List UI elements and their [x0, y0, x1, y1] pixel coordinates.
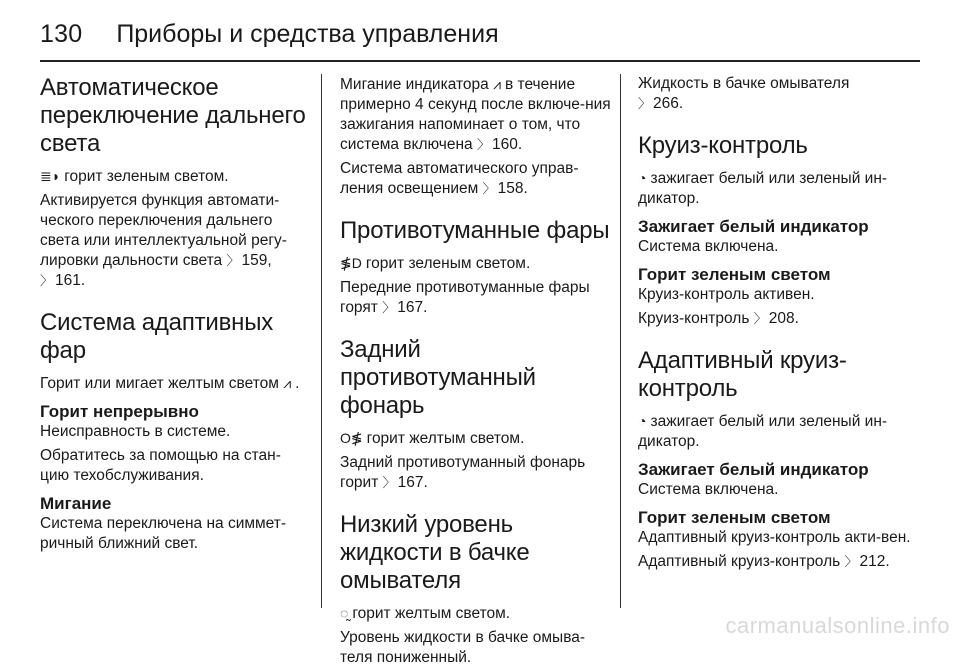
cruise-control-status	[638, 168, 920, 209]
subsection-title-flashing: Мигание	[40, 494, 112, 513]
flashing-text: Система переключена на симмет‐ричный ближний свет.	[40, 515, 287, 552]
flashing-indicator-description	[340, 74, 614, 155]
fog-lights-description	[340, 278, 614, 318]
steady-text-1: Неисправность в системе.	[40, 423, 231, 440]
section-title-rear-fog: Задний противотуманный фонарь	[340, 336, 536, 419]
status-text: зажигает белый или зеленый ин‐дикатор.	[638, 413, 888, 450]
chapter-title: Приборы и средства управления	[116, 19, 499, 48]
subsection-title-white: Зажигает белый индикатор	[638, 217, 869, 236]
white-indicator-text: Система включена.	[638, 238, 779, 255]
section-title-auto-high-beam: Автоматическое переключение дальнего света	[40, 74, 306, 157]
description-text: Адаптивный круиз-контроль	[638, 553, 841, 570]
rear-fog-status	[340, 428, 614, 449]
cruise-control-reference	[638, 309, 920, 329]
adaptive-lights-status: Горит или мигает желтым светом ⩘ .	[40, 375, 300, 392]
rear-fog-icon: O≸	[340, 430, 363, 446]
high-beam-auto-icon: ≣◗	[40, 168, 61, 184]
page-reference[interactable]: 158.	[497, 180, 528, 197]
page-reference[interactable]: 160.	[492, 136, 523, 153]
status-text: зажигает белый или зеленый ин‐дикатор.	[638, 170, 888, 207]
description-text: Активируется функция автомати‐ческого переключения дальнего света или интеллектуальной регу‐лировки дальности света	[40, 192, 287, 269]
white-indicator-acc-text: Система включена.	[638, 481, 779, 498]
watermark: carmanualsonline.info	[725, 613, 950, 638]
page-header	[40, 12, 920, 56]
fog-lights-status	[340, 253, 614, 274]
green-indicator-acc-text: Адаптивный круиз-контроль акти‐вен.	[638, 529, 911, 546]
adaptive-cruise-status	[638, 411, 920, 452]
page-reference[interactable]: 161.	[55, 272, 86, 289]
subsection-title-white-acc: Зажигает белый индикатор	[638, 460, 869, 479]
front-fog-icon: ≸D	[340, 255, 362, 271]
column-1	[40, 74, 308, 558]
section-title-adaptive-cruise: Адаптивный круиз-контроль	[638, 347, 847, 402]
washer-fluid-icon: ◌̰	[340, 605, 349, 621]
status-text: Горит или мигает желтым светом	[40, 375, 279, 392]
green-indicator-text: Круиз-контроль активен.	[638, 286, 815, 303]
page-reference-arrow-icon: 〉	[638, 96, 652, 111]
section-title-fog-lights: Противотуманные фары	[340, 217, 610, 244]
page-reference[interactable]: 208.	[768, 310, 799, 327]
auto-high-beam-description	[40, 191, 308, 291]
steady-text-2: Обратитесь за помощью на стан‐цию техобслуживания.	[40, 447, 281, 484]
column-divider-1	[321, 74, 322, 608]
washer-fluid-reference	[638, 74, 920, 114]
page-reference-arrow-icon: 〉	[382, 475, 396, 490]
cruise-control-icon: ◔	[638, 170, 647, 186]
section-title-washer-fluid: Низкий уровень жидкости в бачке омывателя	[340, 511, 530, 594]
description-text: Задний противотуманный фонарь горит	[340, 454, 586, 491]
section-title-cruise-control: Круиз-контроль	[638, 132, 808, 159]
status-text: горит желтым светом.	[366, 430, 525, 447]
page-reference[interactable]: 266.	[653, 95, 684, 112]
description-text: Передние противотуманные фары горят	[340, 279, 590, 316]
status-text: горит желтым светом.	[352, 605, 511, 622]
cruise-control-icon: ◔	[638, 413, 647, 429]
column-divider-2	[620, 74, 621, 608]
subsection-title-green-acc: Горит зеленым светом	[638, 508, 831, 527]
header-divider	[40, 60, 920, 62]
page-reference-arrow-icon: 〉	[40, 273, 54, 288]
adaptive-light-icon: ⩘	[493, 76, 501, 92]
page-reference-arrow-icon: 〉	[226, 253, 240, 268]
status-text: горит зеленым светом.	[64, 168, 229, 185]
page-reference[interactable]: 167.	[397, 474, 428, 491]
auto-light-control-text	[340, 159, 614, 199]
page-reference-arrow-icon: 〉	[753, 311, 767, 326]
washer-fluid-description: Уровень жидкости в бачке омыва‐теля пониженный.	[340, 629, 586, 666]
page-reference-arrow-icon: 〉	[382, 300, 396, 315]
description-text: Мигание индикатора	[340, 76, 489, 93]
description-text: в течение примерно 4 секунд после включе‐ния зажигания напоминает о том, что система включена	[340, 76, 611, 153]
section-title-adaptive-lights: Система адаптивных фар	[40, 309, 274, 364]
description-text: Круиз-контроль	[638, 310, 750, 327]
page-reference-arrow-icon: 〉	[844, 554, 858, 569]
column-3	[638, 74, 920, 576]
rear-fog-description	[340, 453, 614, 493]
page-reference[interactable]: 212.	[859, 553, 890, 570]
adaptive-light-icon: ⩘	[283, 375, 292, 391]
description-text: Система автоматического управ‐ления освещением	[340, 160, 579, 197]
washer-fluid-status	[340, 603, 614, 624]
page-number: 130	[40, 19, 83, 48]
description-text: Жидкость в бачке омывателя	[638, 75, 850, 92]
column-2	[340, 74, 614, 672]
subsection-title-steady: Горит непрерывно	[40, 402, 199, 421]
adaptive-cruise-reference	[638, 552, 920, 572]
page-reference[interactable]: 167.	[397, 299, 428, 316]
page-reference-arrow-icon: 〉	[477, 137, 491, 152]
page-reference[interactable]: 159,	[241, 252, 272, 269]
page-reference-arrow-icon: 〉	[482, 181, 496, 196]
status-text: горит зеленым светом.	[365, 255, 531, 272]
subsection-title-green: Горит зеленым светом	[638, 265, 831, 284]
auto-high-beam-status	[40, 166, 308, 187]
